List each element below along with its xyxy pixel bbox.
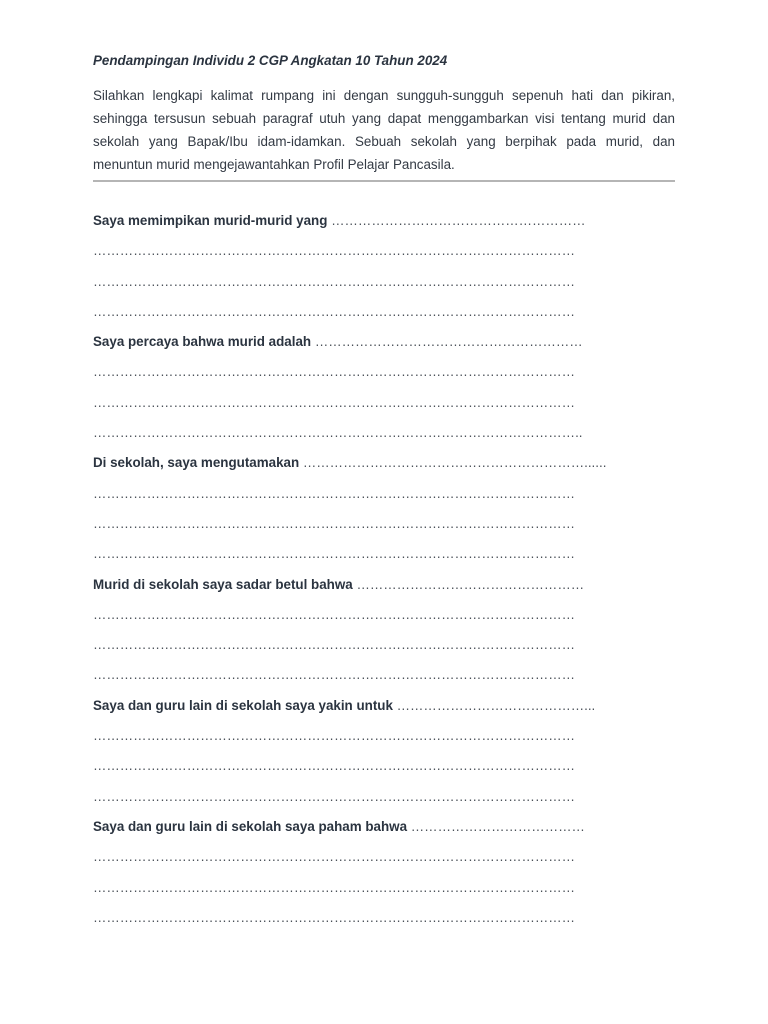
fill-in-line: ……………………………………………………………………………………………… (93, 273, 576, 289)
fill-in-line: ……………………………………………………………………………………………… (93, 606, 576, 622)
prompt-label: Saya dan guru lain di sekolah saya yakin untuk (93, 697, 393, 713)
prompt-list (93, 211, 675, 938)
prompt-block (93, 575, 675, 696)
prompt-block (93, 453, 675, 574)
prompt-line (93, 453, 675, 483)
prompt-block (93, 817, 675, 938)
fill-in-line: ……………………………………………………………………………………………….. (93, 425, 583, 441)
prompt-label: Saya memimpikan murid-murid yang (93, 213, 328, 228)
document-content (93, 51, 675, 938)
fill-in-line: ……………………………………………………………………………………………… (93, 394, 576, 410)
prompt-label: Murid di sekolah saya sadar betul bahwa (93, 576, 353, 592)
divider-line (93, 180, 675, 182)
prompt-line (93, 696, 675, 726)
fill-in-line: ……………………………………………………………………………………………… (93, 243, 576, 259)
fill-in-line: ……………………………………………………………………………………………… (93, 788, 576, 804)
fill-in-line: ……………………………………………………………………………………………… (93, 849, 576, 865)
prompt-label: Di sekolah, saya mengutamakan (93, 455, 300, 471)
fill-in-blank: ………………………………………………… (331, 213, 586, 228)
fill-in-line: ……………………………………………………………………………………………… (93, 728, 576, 744)
prompt-line (93, 332, 675, 362)
fill-in-line: ……………………………………………………………………………………………… (93, 879, 576, 895)
prompt-line (93, 211, 675, 241)
fill-in-blank: ……………………………………... (396, 697, 596, 713)
prompt-block (93, 696, 675, 817)
fill-in-line: ……………………………………………………………………………………………… (93, 303, 576, 319)
prompt-label: Saya percaya bahwa murid adalah (93, 334, 312, 350)
fill-in-blank: …………………………………………………… (314, 334, 583, 350)
fill-in-line: ……………………………………………………………………………………………… (93, 485, 576, 501)
fill-in-blank: ………………………………… (410, 818, 585, 834)
fill-in-line: ……………………………………………………………………………………………… (93, 364, 576, 380)
prompt-label: Saya dan guru lain di sekolah saya paham bahwa (93, 818, 408, 834)
fill-in-line: ……………………………………………………………………………………………… (93, 546, 576, 562)
fill-in-line: ……………………………………………………………………………………………… (93, 758, 576, 774)
prompt-line (93, 575, 675, 605)
fill-in-line: ……………………………………………………………………………………………… (93, 637, 576, 653)
prompt-block (93, 332, 675, 453)
prompt-line (93, 817, 675, 847)
document-title: Pendampingan Individu 2 CGP Angkatan 10 Tahun 2024 (93, 53, 448, 68)
prompt-block (93, 211, 675, 332)
fill-in-blank: …………………………………………… (356, 576, 585, 592)
fill-in-blank: ………………………………………………………...... (302, 455, 607, 471)
fill-in-line: ……………………………………………………………………………………………… (93, 515, 576, 531)
intro-paragraph: Silahkan lengkapi kalimat rumpang ini dengan sungguh-sungguh sepenuh hati dan pikiran, sehingga tersusun sebuah paragraf utuh yang dapat menggambarkan visi tentang murid dan sekolah yang Bapak/Ibu idam-idamkan. Sebuah sekolah yang berpihak pada murid, dan menuntun murid mengejawantahkan Profil Pelajar Pancasila. (93, 88, 675, 172)
fill-in-line: ……………………………………………………………………………………………… (93, 909, 576, 925)
fill-in-line: ……………………………………………………………………………………………… (93, 667, 576, 683)
